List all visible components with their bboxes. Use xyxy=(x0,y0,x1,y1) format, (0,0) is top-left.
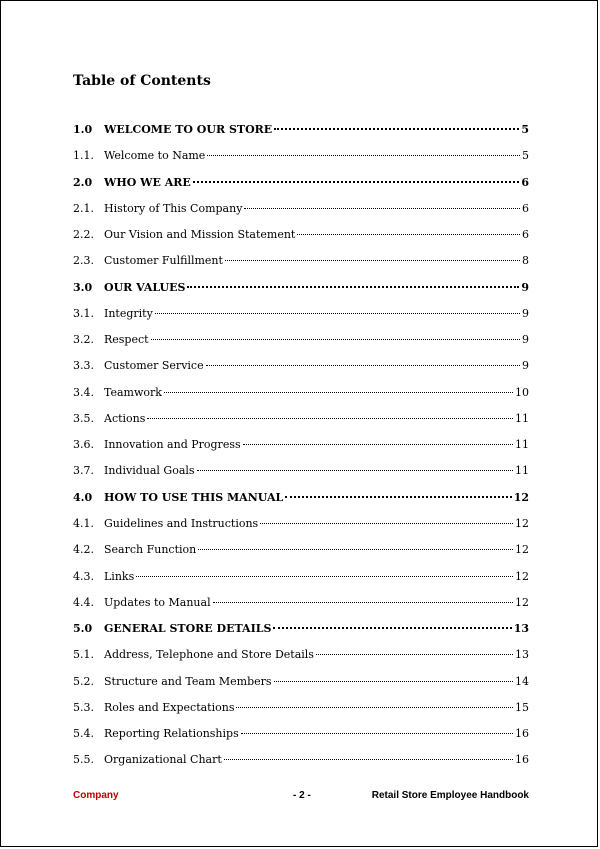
toc-entry-title[interactable]: Integrity xyxy=(104,306,153,320)
toc-entry-number: 2.3. xyxy=(73,254,94,268)
toc-entry-title[interactable]: Updates to Manual xyxy=(104,595,211,609)
toc-dot-leader xyxy=(285,496,511,498)
toc-dot-leader xyxy=(207,155,520,156)
toc-entry-page: 6 xyxy=(522,228,529,242)
footer-page-number: - 2 - xyxy=(293,790,311,801)
toc-entry-number: 5.0 xyxy=(73,622,93,636)
page-footer xyxy=(73,790,529,806)
toc-entry-page: 6 xyxy=(521,175,529,189)
toc-entry-page: 12 xyxy=(515,516,529,530)
toc-entry-number: 3.7. xyxy=(73,464,94,478)
toc-entry-page: 13 xyxy=(515,648,529,662)
toc-entry[interactable] xyxy=(73,174,529,200)
toc-dot-leader xyxy=(198,549,513,550)
toc-entry-title[interactable]: Individual Goals xyxy=(104,464,195,478)
toc-entry[interactable] xyxy=(73,568,529,594)
toc-dot-leader xyxy=(297,234,520,235)
toc-entry-page: 9 xyxy=(522,359,529,373)
toc-entry-title[interactable]: Teamwork xyxy=(104,385,162,399)
toc-entry-page: 12 xyxy=(515,569,529,583)
toc-entry-number: 4.2. xyxy=(73,543,94,557)
toc-dot-leader xyxy=(274,128,519,130)
toc-dot-leader xyxy=(197,470,513,471)
toc-entry[interactable] xyxy=(73,725,529,751)
toc-entry[interactable] xyxy=(73,147,529,173)
toc-dot-leader xyxy=(187,286,519,288)
toc-entry-title[interactable]: Organizational Chart xyxy=(104,753,222,767)
toc-dot-leader xyxy=(136,576,513,577)
toc-entry-page: 9 xyxy=(521,280,529,294)
toc-entry-page: 11 xyxy=(515,411,529,425)
toc-entry-page: 16 xyxy=(515,753,529,767)
toc-entry-title[interactable]: Our Vision and Mission Statement xyxy=(104,228,296,242)
toc-dot-leader xyxy=(206,365,520,366)
toc-entry-page: 5 xyxy=(521,123,529,136)
toc-entry-page: 15 xyxy=(515,700,529,714)
toc-entry-page: 12 xyxy=(515,543,529,557)
toc-entry-page: 5 xyxy=(522,149,529,163)
toc-dot-leader xyxy=(155,313,520,314)
toc-entry-page: 13 xyxy=(513,622,529,636)
toc-entry-number: 5.2. xyxy=(73,674,94,688)
toc-title: Table of Contents xyxy=(73,73,211,89)
toc-entry-page: 16 xyxy=(515,727,529,741)
toc-entry[interactable] xyxy=(73,410,529,436)
toc-entry-title[interactable]: Guidelines and Instructions xyxy=(104,516,259,530)
toc-entry-number: 1.1. xyxy=(73,149,94,163)
toc-entry[interactable] xyxy=(73,384,529,410)
toc-entry-title[interactable]: WELCOME TO OUR STORE xyxy=(104,123,273,136)
toc-entry-page: 9 xyxy=(522,333,529,347)
toc-entry-title[interactable]: Respect xyxy=(104,333,149,347)
toc-entry-page: 12 xyxy=(515,595,529,609)
toc-dot-leader xyxy=(225,260,520,261)
toc-entry-page: 11 xyxy=(515,464,529,478)
toc-entry-number: 2.2. xyxy=(73,228,94,242)
toc-entry-number: 3.2. xyxy=(73,333,94,347)
toc-entry-number: 1.0 xyxy=(73,123,93,136)
toc-dot-leader xyxy=(236,707,513,708)
toc-entry[interactable] xyxy=(73,646,529,672)
toc-dot-leader xyxy=(193,181,520,183)
toc-entry-title[interactable]: WHO WE ARE xyxy=(104,175,191,189)
toc-entry[interactable] xyxy=(73,357,529,383)
toc-entry-title[interactable]: OUR VALUES xyxy=(104,280,186,294)
toc-entry[interactable] xyxy=(73,620,529,646)
toc-dot-leader xyxy=(260,523,513,524)
toc-entry-number: 3.3. xyxy=(73,359,94,373)
toc-entry-number: 4.3. xyxy=(73,569,94,583)
toc-entry-number: 2.1. xyxy=(73,201,94,215)
toc-dot-leader xyxy=(244,208,520,209)
toc-dot-leader xyxy=(164,392,513,393)
toc-entry[interactable] xyxy=(73,699,529,725)
toc-entry[interactable] xyxy=(73,594,529,620)
toc-entry[interactable] xyxy=(73,305,529,331)
toc-entry-title[interactable]: HOW TO USE THIS MANUAL xyxy=(104,490,284,504)
toc-entry-page: 6 xyxy=(522,201,529,215)
toc-entry[interactable] xyxy=(73,751,529,777)
toc-entry-title[interactable]: Actions xyxy=(104,411,146,425)
toc-dot-leader xyxy=(273,627,511,629)
toc-entry-number: 5.4. xyxy=(73,727,94,741)
toc-entry-number: 5.3. xyxy=(73,700,94,714)
toc-entry-title[interactable]: Roles and Expectations xyxy=(104,700,235,714)
toc-entry-title[interactable]: Structure and Team Members xyxy=(104,674,272,688)
toc-entry[interactable] xyxy=(73,121,529,147)
toc-entry-number: 3.0 xyxy=(73,280,93,294)
toc-entry-title[interactable]: GENERAL STORE DETAILS xyxy=(104,622,272,636)
toc-entry-title[interactable]: Address, Telephone and Store Details xyxy=(104,648,314,662)
toc-entry-title[interactable]: Customer Service xyxy=(104,359,204,373)
toc-entry-number: 2.0 xyxy=(73,175,93,189)
toc-dot-leader xyxy=(243,444,513,445)
toc-entry[interactable] xyxy=(73,515,529,541)
toc-entry-number: 5.5. xyxy=(73,753,94,767)
footer-document-title: Retail Store Employee Handbook xyxy=(371,790,529,801)
toc-entry[interactable] xyxy=(73,279,529,305)
toc-entry-title[interactable]: Innovation and Progress xyxy=(104,438,241,452)
toc-entry-title[interactable]: History of This Company xyxy=(104,201,243,215)
toc-entry-page: 11 xyxy=(515,438,529,452)
toc-dot-leader xyxy=(147,418,513,419)
toc-entry-title[interactable]: Welcome to Name xyxy=(104,149,206,163)
toc-entry-page: 8 xyxy=(522,254,529,268)
toc-entry[interactable] xyxy=(73,331,529,357)
toc-entry-number: 3.1. xyxy=(73,306,94,320)
toc-dot-leader xyxy=(213,602,513,603)
toc-entry-page: 14 xyxy=(515,674,529,688)
toc-entry-number: 3.6. xyxy=(73,438,94,452)
toc-entry-number: 5.1. xyxy=(73,648,94,662)
toc-entry[interactable] xyxy=(73,541,529,567)
toc-entry-number: 4.4. xyxy=(73,595,94,609)
toc-entry-title[interactable]: Reporting Relationships xyxy=(104,727,239,741)
toc-entry-page: 12 xyxy=(513,490,529,504)
toc-entry-title[interactable]: Customer Fulfillment xyxy=(104,254,223,268)
toc-entry[interactable] xyxy=(73,673,529,699)
toc-entry[interactable] xyxy=(73,252,529,278)
toc-entry[interactable] xyxy=(73,436,529,462)
toc-entry-page: 10 xyxy=(515,385,529,399)
toc-entry-title[interactable]: Links xyxy=(104,569,135,583)
toc-entry-number: 3.4. xyxy=(73,385,94,399)
toc-entry-number: 3.5. xyxy=(73,411,94,425)
toc-entry-title[interactable]: Search Function xyxy=(104,543,197,557)
toc-dot-leader xyxy=(274,681,513,682)
toc-dot-leader xyxy=(224,759,513,760)
toc-dot-leader xyxy=(151,339,520,340)
toc-entry-number: 4.1. xyxy=(73,516,94,530)
toc-entry-number: 4.0 xyxy=(73,490,93,504)
toc-entry[interactable] xyxy=(73,489,529,515)
toc-entry-page: 9 xyxy=(522,306,529,320)
toc-dot-leader xyxy=(316,654,513,655)
toc-dot-leader xyxy=(241,733,513,734)
footer-company: Company xyxy=(73,790,119,801)
toc-entry[interactable] xyxy=(73,462,529,488)
toc-entry[interactable] xyxy=(73,200,529,226)
table-of-contents xyxy=(73,121,529,778)
toc-entry[interactable] xyxy=(73,226,529,252)
